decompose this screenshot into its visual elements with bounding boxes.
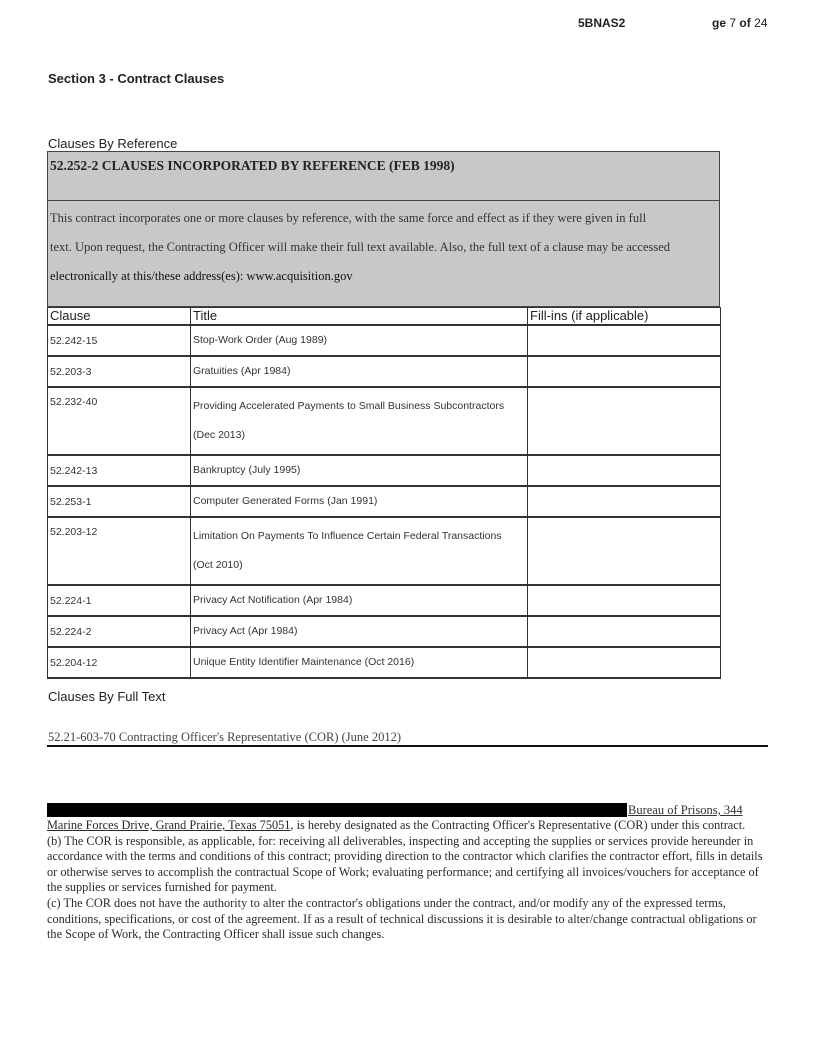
clause-fillins <box>528 647 721 678</box>
bureau-of-prisons-text: Bureau of Prisons, 344 <box>628 803 743 817</box>
clause-number: 52.204-12 <box>48 647 191 678</box>
clause-title <box>191 647 528 678</box>
clause-fillins <box>528 387 721 455</box>
clause-number: 52.203-12 <box>48 517 191 585</box>
document-id: 5BNAS2 <box>578 16 626 30</box>
clause-number: 52.203-3 <box>48 356 191 387</box>
clause-number: 52.253-1 <box>48 486 191 517</box>
clause-number: 52.242-13 <box>48 455 191 486</box>
page-total: 24 <box>754 16 768 30</box>
clause-fillins <box>528 585 721 616</box>
paragraph-a-text: , is hereby designated as the Contracting Officer's Representative (COR) under this contract. <box>290 818 746 832</box>
table-row <box>48 455 721 486</box>
section-title: Section 3 - Contract Clauses <box>48 71 225 86</box>
page-prefix: ge <box>712 16 727 30</box>
reference-box <box>47 151 720 307</box>
paragraph-c: (c) The COR does not have the authority to alter the contractor's obligations under the contract, and/or modify any of the expressed terms, conditions, specifications, or cost of the agreement. If as a result of technical discussions it is desirable to alter/change contractual obligations or the Scope of Work, the Contracting Officer shall issue such changes. <box>47 895 757 942</box>
clause-title <box>191 616 528 647</box>
clause-fillins <box>528 455 721 486</box>
paragraph-b: (b) The COR is responsible, as applicable, for: receiving all deliverables, inspecting and accepting the supplies or services provide hereunder in accordance with the terms and conditions of this contract; providing direction to the contractor which clarifies the contractor effort, fills in details or otherwise serves to accomplish the contractual Scope of Work; evaluating performance; and certifying all invoices/vouchers for acceptance of the supplies or services furnished for payment. <box>47 833 763 895</box>
table-row <box>48 517 721 585</box>
page-number <box>712 16 767 30</box>
table-row <box>48 585 721 616</box>
clause-number: 52.224-2 <box>48 616 191 647</box>
clause-title <box>191 356 528 387</box>
column-header-clause: Clause <box>48 308 191 326</box>
table-row <box>48 325 721 356</box>
table-header-row <box>48 308 721 326</box>
clause-title-line: Providing Accelerated Payments to Small Business Subcontractors <box>193 400 505 412</box>
clause-title-line: Computer Generated Forms (Jan 1991) <box>193 495 378 507</box>
clause-title <box>191 455 528 486</box>
clause-title <box>191 585 528 616</box>
clause-fillins <box>528 616 721 647</box>
clause-title-line: (Oct 2010) <box>193 559 243 571</box>
clause-title <box>191 517 528 585</box>
table-row <box>48 616 721 647</box>
reference-heading: 52.252-2 CLAUSES INCORPORATED BY REFERENCE (FEB 1998) <box>48 152 719 201</box>
reference-body-line: This contract incorporates one or more clauses by reference, with the same force and effect as if they were given in full <box>50 211 647 225</box>
clauses-by-reference-label: Clauses By Reference <box>48 136 178 151</box>
page-current: 7 <box>729 16 737 30</box>
clause-title <box>191 387 528 455</box>
cor-clause-body <box>47 818 767 943</box>
clause-title <box>191 486 528 517</box>
table-row <box>48 647 721 678</box>
clause-title-line: Privacy Act Notification (Apr 1984) <box>193 594 353 606</box>
reference-body-line: text. Upon request, the Contracting Officer will make their full text available. Also, the full text of a clause may be accessed <box>50 240 671 254</box>
clause-title-line: Limitation On Payments To Influence Certain Federal Transactions <box>193 530 502 542</box>
clause-number: 52.224-1 <box>48 585 191 616</box>
column-header-fillins: Fill-ins (if applicable) <box>528 308 721 326</box>
reference-body-line: electronically at this/these address(es): www.acquisition.gov <box>50 269 353 283</box>
clause-table-body <box>48 325 721 678</box>
clause-fillins <box>528 325 721 356</box>
heading-rule <box>47 745 768 747</box>
clause-number: 52.232-40 <box>48 387 191 455</box>
reference-body <box>50 204 715 291</box>
cor-clause-heading: 52.21-603-70 Contracting Officer's Representative (COR) (June 2012) <box>48 730 401 744</box>
table-row <box>48 356 721 387</box>
clause-title-line: Bankruptcy (July 1995) <box>193 464 301 476</box>
table-row <box>48 486 721 517</box>
paragraph-a <box>47 818 767 834</box>
column-header-title: Title <box>191 308 528 326</box>
clause-title-line: Gratuities (Apr 1984) <box>193 365 291 377</box>
clause-fillins <box>528 356 721 387</box>
clause-title-line: Stop-Work Order (Aug 1989) <box>193 334 328 346</box>
clause-fillins <box>528 486 721 517</box>
cor-address: Marine Forces Drive, Grand Prairie, Texas 75051 <box>47 818 291 832</box>
clause-title-line: Unique Entity Identifier Maintenance (Oct 2016) <box>193 656 415 668</box>
clause-title-line: (Dec 2013) <box>193 429 245 441</box>
clause-number: 52.242-15 <box>48 325 191 356</box>
clause-title <box>191 325 528 356</box>
clause-table <box>47 307 721 679</box>
clauses-by-full-text-label: Clauses By Full Text <box>48 689 166 704</box>
redaction-bar <box>47 803 627 817</box>
table-row <box>48 387 721 455</box>
page-of: of <box>739 16 751 30</box>
clause-fillins <box>528 517 721 585</box>
clause-title-line: Privacy Act (Apr 1984) <box>193 625 298 637</box>
